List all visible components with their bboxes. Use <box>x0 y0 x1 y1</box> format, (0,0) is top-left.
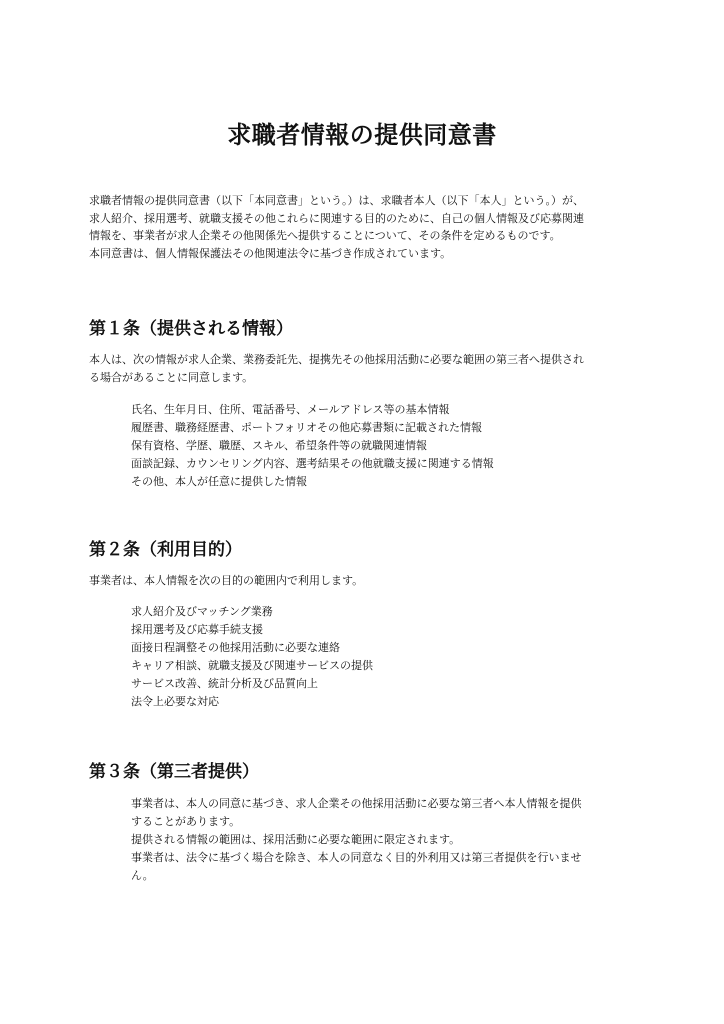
intro-line: 求人紹介、採用選考、就職支援その他これらに関連する目的のために、自己の個人情報及び応募関連 <box>89 211 584 225</box>
list-item: 求人紹介及びマッチング業務 <box>131 605 273 618</box>
article-2-body-line: 事業者は、本人情報を次の目的の範囲内で利用します。 <box>89 574 364 587</box>
list-item: 法令上必要な対応 <box>131 695 219 708</box>
list-item: 氏名、生年月日、住所、電話番号、メールアドレス等の基本情報 <box>131 403 450 416</box>
list-item: 保有資格、学歴、職歴、スキル、希望条件等の就職関連情報 <box>131 439 428 452</box>
list-item: キャリア相談、就職支援及び関連サービスの提供 <box>131 659 373 672</box>
list-item: 事業者は、法令に基づく場合を除き、本人の同意なく目的外利用又は第三者提供を行いませ <box>131 851 582 864</box>
article-1-body-line: 本人は、次の情報が求人企業、業務委託先、提携先その他採用活動に必要な範囲の第三者へ提供され <box>89 353 584 366</box>
article-2-list <box>131 603 651 711</box>
article-2-heading: 第２条（利用目的） <box>89 540 242 560</box>
list-item: サービス改善、統計分析及び品質向上 <box>131 677 318 690</box>
list-item: 面接日程調整その他採用活動に必要な連絡 <box>131 641 340 654</box>
list-item: 事業者は、本人の同意に基づき、求人企業その他採用活動に必要な第三者へ本人情報を提供 <box>131 797 582 810</box>
intro-line: 求職者情報の提供同意書（以下「本同意書」という。）は、求職者本人（以下「本人」という。）が、 <box>89 194 584 207</box>
list-item: その他、本人が任意に提供した情報 <box>131 475 307 488</box>
list-item: することがあります。 <box>131 815 241 828</box>
intro-paragraph <box>89 192 649 262</box>
article-1-body-line: る場合があることに同意します。 <box>89 370 254 384</box>
article-3-list <box>131 795 651 885</box>
list-item: ん。 <box>131 869 154 882</box>
article-3-heading: 第３条（第三者提供） <box>89 762 259 782</box>
document-title: 求職者情報の提供同意書 <box>227 121 497 149</box>
article-1-body <box>89 351 649 386</box>
article-1-list <box>131 401 651 491</box>
list-item: 採用選考及び応募手続支援 <box>131 623 263 636</box>
intro-line: 本同意書は、個人情報保護法その他関連法令に基づき作成されています。 <box>89 246 452 260</box>
intro-line: 情報を、事業者が求人企業その他関係先へ提供することについて、その条件を定めるものです。 <box>89 229 561 242</box>
article-2-body <box>89 572 649 590</box>
list-item: 提供される情報の範囲は、採用活動に必要な範囲に限定されます。 <box>131 833 461 846</box>
list-item: 履歴書、職務経歴書、ポートフォリオその他応募書類に記載された情報 <box>131 421 483 434</box>
article-1-heading: 第１条（提供される情報） <box>89 319 293 339</box>
list-item: 面談記録、カウンセリング内容、選考結果その他就職支援に関連する情報 <box>131 457 494 470</box>
